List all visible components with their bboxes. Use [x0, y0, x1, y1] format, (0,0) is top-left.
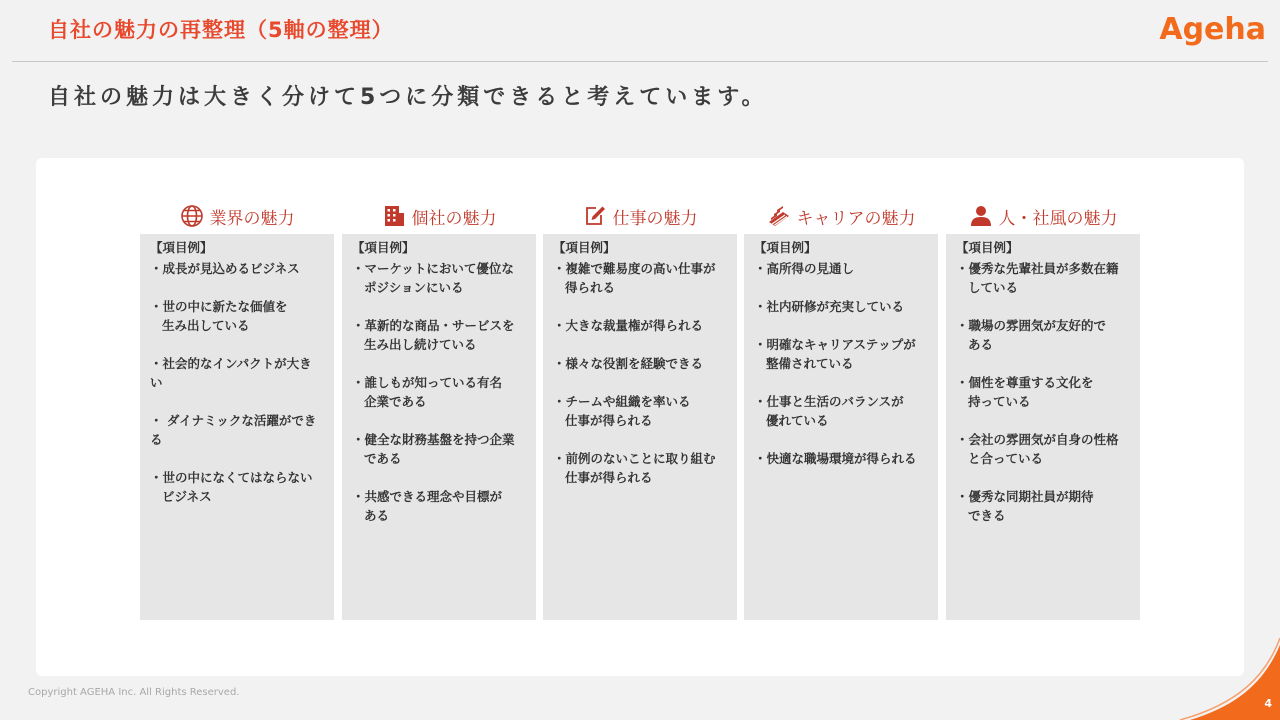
column-header [946, 198, 1140, 234]
example-label: 【項目例】 [553, 240, 616, 255]
column-header [744, 198, 938, 234]
list-item: ・誰しもが知っている有名 企業である [352, 375, 503, 409]
column-card [342, 234, 536, 620]
column-title: 業界の魅力 [209, 208, 295, 229]
copyright-footer: Copyright AGEHA Inc. All Rights Reserved. [28, 687, 240, 698]
column-card [140, 234, 334, 620]
list-item: ・個性を尊重する文化を 持っている [956, 375, 1094, 409]
column-header [342, 198, 536, 234]
globe-icon [180, 204, 204, 228]
example-label: 【項目例】 [956, 240, 1019, 255]
column-title: 人・社風の魅力 [998, 208, 1118, 229]
list-item: ・職場の雰囲気が友好的で ある [956, 318, 1107, 352]
list-item: ・成長が見込めるビジネス [150, 261, 300, 276]
list-item: ・社内研修が充実している [754, 299, 905, 314]
list-item: ・チームや組織を率いる 仕事が得られる [553, 394, 691, 428]
edit-icon [583, 204, 607, 228]
list-item: ・快適な職場環境が得られる [754, 451, 917, 466]
ageha-logo: Ageha [1159, 12, 1266, 47]
example-label: 【項目例】 [150, 240, 213, 255]
list-item: ・様々な役割を経験できる [553, 356, 704, 371]
column-work [543, 198, 737, 620]
list-item: ・会社の雰囲気が自身の性格 と合っている [956, 432, 1119, 466]
column-title: キャリアの魅力 [796, 208, 916, 229]
list-item: ・世の中になくてはならない ビジネス [150, 470, 313, 504]
list-item: ・共感できる理念や目標が ある [352, 489, 503, 523]
list-item: ・大きな裁量権が得られる [553, 318, 704, 333]
list-item: ・明確なキャリアステップが 整備されている [754, 337, 916, 371]
list-item: ・社会的なインパクトが大き い [150, 356, 312, 390]
person-icon [969, 204, 993, 228]
column-title: 個社の魅力 [411, 208, 497, 229]
column-card [543, 234, 737, 620]
column-card [744, 234, 938, 620]
example-label: 【項目例】 [352, 240, 415, 255]
page-number: 4 [1264, 697, 1272, 710]
list-item: ・優秀な同期社員が期待 できる [956, 489, 1094, 523]
column-culture [946, 198, 1140, 620]
column-title: 仕事の魅力 [612, 208, 698, 229]
list-item: ・優秀な先輩社員が多数在籍 している [956, 261, 1119, 295]
column-header [543, 198, 737, 234]
stairs-icon [767, 204, 791, 228]
list-item: ・複雑で難易度の高い仕事が 得られる [553, 261, 716, 295]
list-item: ・マーケットにおいて優位な ポジションにいる [352, 261, 514, 295]
column-industry [140, 198, 334, 620]
example-label: 【項目例】 [754, 240, 817, 255]
list-item: ・高所得の見通し [754, 261, 855, 276]
list-item: ・前例のないことに取り組む 仕事が得られる [553, 451, 716, 485]
column-company [342, 198, 536, 620]
list-item: ・健全な財務基盤を持つ企業 である [352, 432, 515, 466]
list-item: ・ ダイナミックな活躍ができ る [150, 413, 317, 447]
list-item: ・仕事と生活のバランスが 優れている [754, 394, 904, 428]
column-card [946, 234, 1140, 620]
list-item: ・革新的な商品・サービスを 生み出し続けている [352, 318, 515, 352]
header-divider [12, 61, 1268, 62]
column-career [744, 198, 938, 620]
slide-title: 自社の魅力の再整理（5軸の整理） [48, 18, 394, 42]
column-header [140, 198, 334, 234]
list-item: ・世の中に新たな価値を 生み出している [150, 299, 288, 333]
slide-subtitle: 自社の魅力は大きく分けて5つに分類できると考えています。 [48, 85, 768, 110]
content-panel [36, 158, 1244, 676]
building-icon [382, 204, 406, 228]
